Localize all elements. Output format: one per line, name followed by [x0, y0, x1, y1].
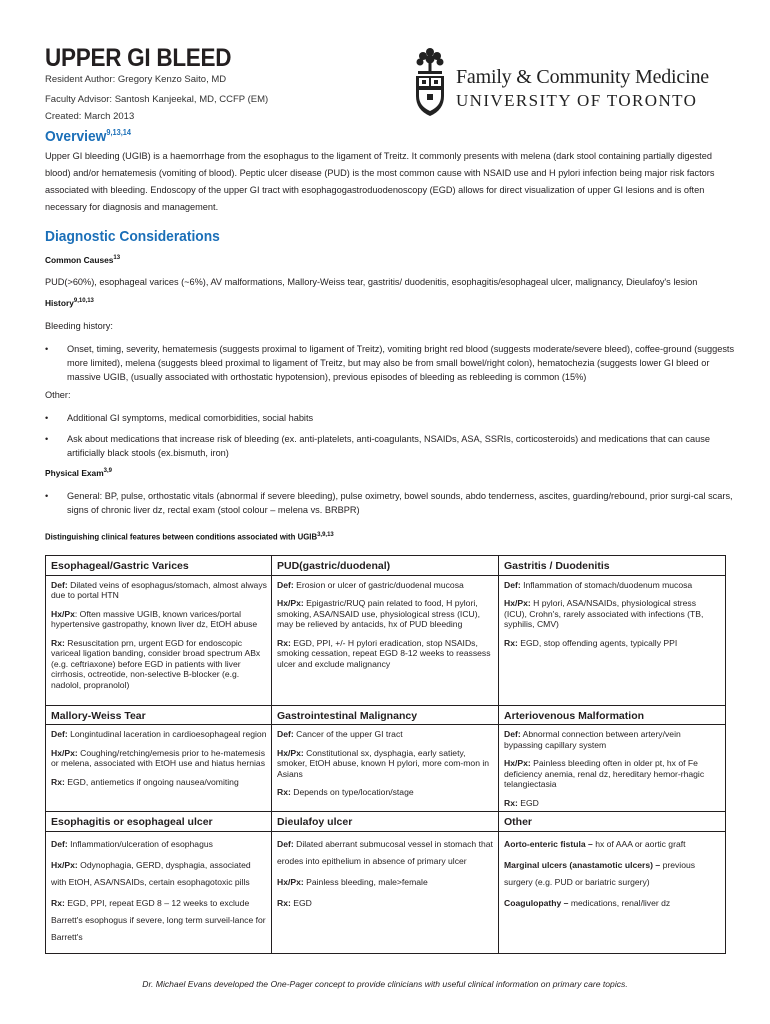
condition-details: Def: Cancer of the upper GI tract Hx/Px: Constitutional sx, dysphagia, early satiety, smoker, EtOH abuse, known H pylori, more com-mon in Asians Rx: Depends on type/location/stage [272, 725, 499, 812]
footer-note: Dr. Michael Evans developed the One-Pager concept to provide clinicians with useful clinical information on primary care topics. [142, 979, 628, 989]
condition-details: Def: Dilated aberrant submucosal vessel in stomach that erodes into epithelium in absence of primary ulcer Hx/Px: Painless bleeding, male>female Rx: EGD [272, 831, 499, 953]
condition-title: Dieulafoy ulcer [272, 812, 499, 832]
table-caption: Distinguishing clinical features between conditions associated with UGIB$^{3,9,13}$ [45, 532, 334, 542]
list-item: • General: BP, pulse, orthostatic vitals (abnormal if severe bleeding), pulse oximetry, bowel sounds, abdo tenderness, ascites, guarding/rebound, prior surgi-cal scars, signs of chronic liver dz, rectal exam (stool colour – melena vs. BRBPR) [45, 491, 733, 515]
table-row [46, 556, 726, 576]
condition-details: Def: Inflammation/ulceration of esophagus Hx/Px: Odynophagia, GERD, dysphagia, associated with EtOH, ASA/NSAIDs, certain esophagotoxic pills Rx: EGD, PPI, repeat EGD 8 – 12 weeks to exclude Barrett's esophogus if severe, long term surveil-lance for Barrett's [46, 831, 272, 953]
common-causes-text: PUD(>60%), esophageal varices (~6%), AV malformations, Mallory-Weiss tear, gastritis/ duodenitis, esophagitis/esophageal ulcer, malignancy, Dieulafoy's lesion [45, 277, 698, 287]
page-title: UPPER GI BLEED [45, 44, 232, 72]
condition-details: Def: Abnormal connection between artery/vein bypassing capillary system Hx/Px: Painless bleeding often in older pt, hx of Fe deficiency anemia, renal dz, hereditary hemor-rhagic telangiectasia Rx: EGD [499, 725, 726, 812]
other-label: Other: [45, 390, 71, 400]
overview-body: Upper GI bleeding (UGIB) is a haemorrhage from the esophagus to the ligament of Treitz. It commonly presents with melena (dark stool containing partially digested blood) and/or hematemesis (vomiting of blood). Peptic ulcer disease (PUD) is the most common cause with NSAID use and H pylori infection being major risk factors associated with bleeding. Endoscopy of the upper GI tract with esophagogastroduodenoscopy (EGD) allows for direct visualization of upper GI lesions and is often necessary for diagnosis and management. [45, 151, 715, 212]
condition-details: Def: Inflammation of stomach/duodenum mucosa Hx/Px: H pylori, ASA/NSAIDs, physiological stress (ICU), Crohn's, rarely associated with infections (TB, syphilis, CMV) Rx: EGD, stop offending agents, typically PPI [499, 575, 726, 705]
condition-details: Def: Longintudinal laceration in cardioesophageal region Hx/Px: Coughing/retching/emesis prior to he-matemesis or melena, associated with EtOH use and hiatus hernias Rx: EGD, antiemetics if ongoing nausea/vomiting [46, 725, 272, 812]
condition-title: Arteriovenous Malformation [499, 705, 726, 725]
table-row [46, 812, 726, 832]
condition-title: PUD(gastric/duodenal) [272, 556, 499, 576]
bleeding-history-label: Bleeding history: [45, 321, 113, 331]
condition-details: Def: Dilated veins of esophagus/stomach, almost always due to portal HTN Hx/Px: Often massive UGIB, known varices/portal hypertensive gastropathy, known liver dz, EtOH abuse Rx: Resuscitation prn, urgent EGD for endoscopic variceal ligation banding, consider broad spectrum ABx (e.g. ceftriaxone) before EGD in patients with liver cirrhosis, octreotide, non-selective B-blocker (e.g. nadolol, propranolol) [46, 575, 272, 705]
list-item: • Ask about medications that increase risk of bleeding (ex. anti-platelets, anti-coagulants, NSAIDs, ASA, SSRIs, corticosteroids) and medications that can cause artificially black stools (ex.bismuth, iron) [45, 434, 710, 458]
condition-details: Aorto-enteric fistula – hx of AAA or aortic graft Marginal ulcers (anastamotic ulcers) – previous surgery (e.g. PUD or bariatric surgery) Coagulopathy – medications, renal/liver dz [499, 831, 726, 953]
faculty-advisor: Faculty Advisor: Santosh Kanjeekal, MD, CCFP (EM) [45, 94, 269, 105]
list-item: • Onset, timing, severity, hematemesis (suggests proximal to ligament of Treitz), vomiting bright red blood (suggests moderate/severe bleed), coffee-ground (suggests more limited), melena (suggests bleed proximal to ligament of Treitz, but may also be from small bowel/right colon), hematochezia (suggests lower GI bleed or massive UGIB, (usually associated with orthostatic hypotension), previous episodes of bleeding as rebleeding is common (15%) [45, 344, 735, 382]
university-crest-icon [412, 44, 448, 120]
table-row [46, 831, 726, 953]
university-name: UNIVERSITY OF TORONTO [456, 91, 698, 110]
physical-exam-label: Physical Exam$^{3,9}$ [45, 468, 113, 478]
condition-title: Esophagitis or esophageal ulcer [46, 812, 272, 832]
condition-title: Other [499, 812, 726, 832]
table-row [46, 705, 726, 725]
common-causes-label: Common Causes$^{13}$ [45, 255, 121, 265]
overview-heading: Overview$^{9,13,14}$ [45, 128, 131, 145]
ugib-conditions-table [45, 555, 726, 954]
condition-details: Def: Erosion or ulcer of gastric/duodenal mucosa Hx/Px: Epigastric/RUQ pain related to food, H pylori, smoking, ASA/NSAID use, physiological stress (ICU), may be relieved by antacids, hx of PUD bleeding Rx: EGD, PPI, +/- H pylori eradication, stop NSAIDs, smoking cessation, repeat EGD 8-12 weeks to reassess ulcer and exclude malignancy [272, 575, 499, 705]
diagnostic-heading: Diagnostic Considerations [45, 228, 220, 245]
uoft-fcm-logo [412, 44, 732, 120]
department-name: Family & Community Medicine [456, 66, 709, 88]
condition-title: Gastrointestinal Malignancy [272, 705, 499, 725]
condition-title: Mallory-Weiss Tear [46, 705, 272, 725]
created-date: Created: March 2013 [45, 111, 135, 122]
condition-title: Esophageal/Gastric Varices [46, 556, 272, 576]
history-label: History$^{9,10,13}$ [45, 298, 94, 308]
list-item: • Additional GI symptoms, medical comorbidities, social habits [45, 413, 314, 423]
table-row [46, 575, 726, 705]
condition-title: Gastritis / Duodenitis [499, 556, 726, 576]
resident-author: Resident Author: Gregory Kenzo Saito, MD [45, 74, 227, 85]
table-row [46, 725, 726, 812]
